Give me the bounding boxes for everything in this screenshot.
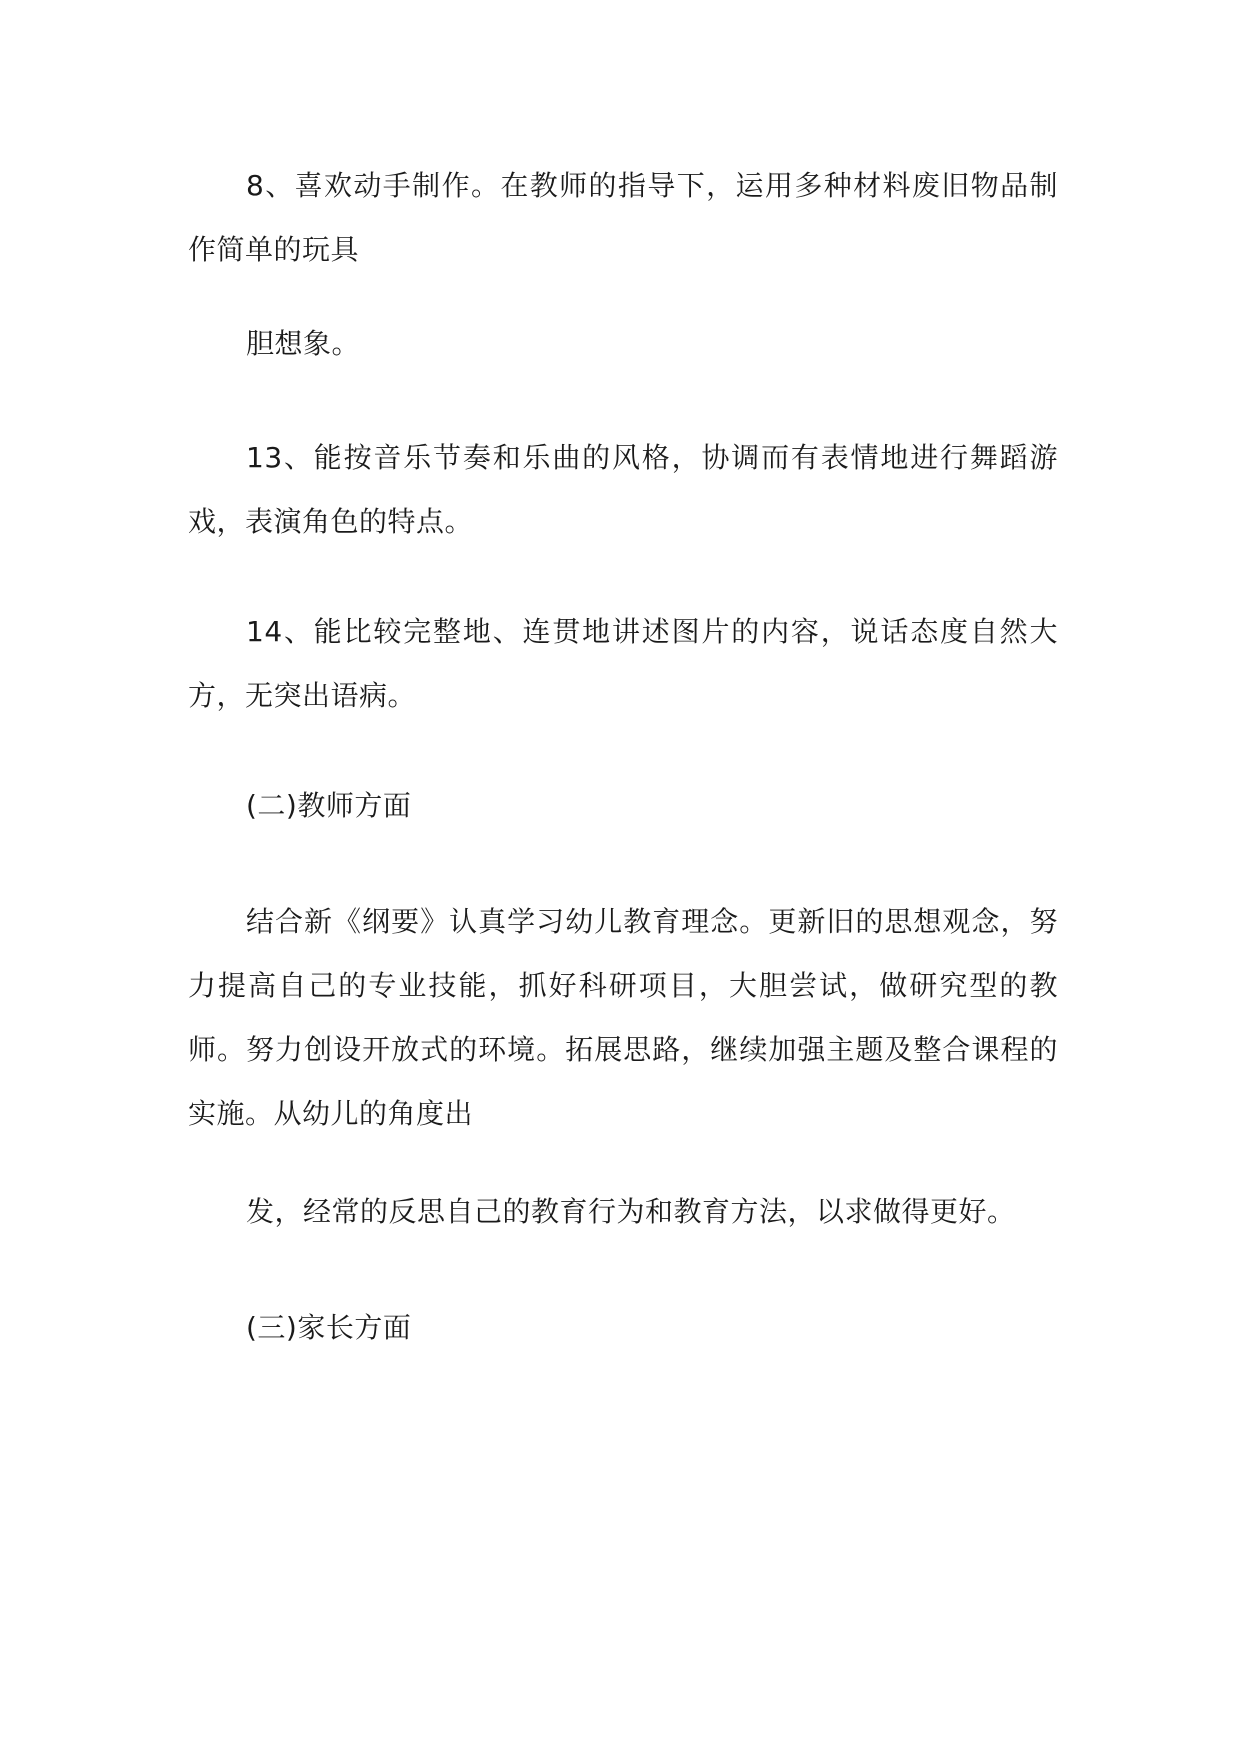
paragraph-item-14: 14、能比较完整地、连贯地讲述图片的内容，说话态度自然大方，无突出语病。 xyxy=(188,615,1058,712)
paragraph-item-8: 8、喜欢动手制作。在教师的指导下，运用多种材料废旧物品制作简单的玩具 xyxy=(188,169,1058,266)
section-heading-parents: (三)家长方面 xyxy=(246,1311,412,1344)
paragraph-item-13: 13、能按音乐节奏和乐曲的风格，协调而有表情地进行舞蹈游戏，表演角色的特点。 xyxy=(188,441,1058,538)
paragraph-teachers-continued: 发，经常的反思自己的教育行为和教育方法，以求做得更好。 xyxy=(246,1195,1016,1228)
section-heading-teachers: (二)教师方面 xyxy=(246,789,412,822)
paragraph-fragment: 胆想象。 xyxy=(246,327,361,360)
paragraph-teachers-body: 结合新《纲要》认真学习幼儿教育理念。更新旧的思想观念，努力提高自己的专业技能，抓好科研项目，大胆尝试，做研究型的教师。努力创设开放式的环境。拓展思路，继续加强主题及整合课程的实施。从幼儿的角度出 xyxy=(188,905,1058,1130)
